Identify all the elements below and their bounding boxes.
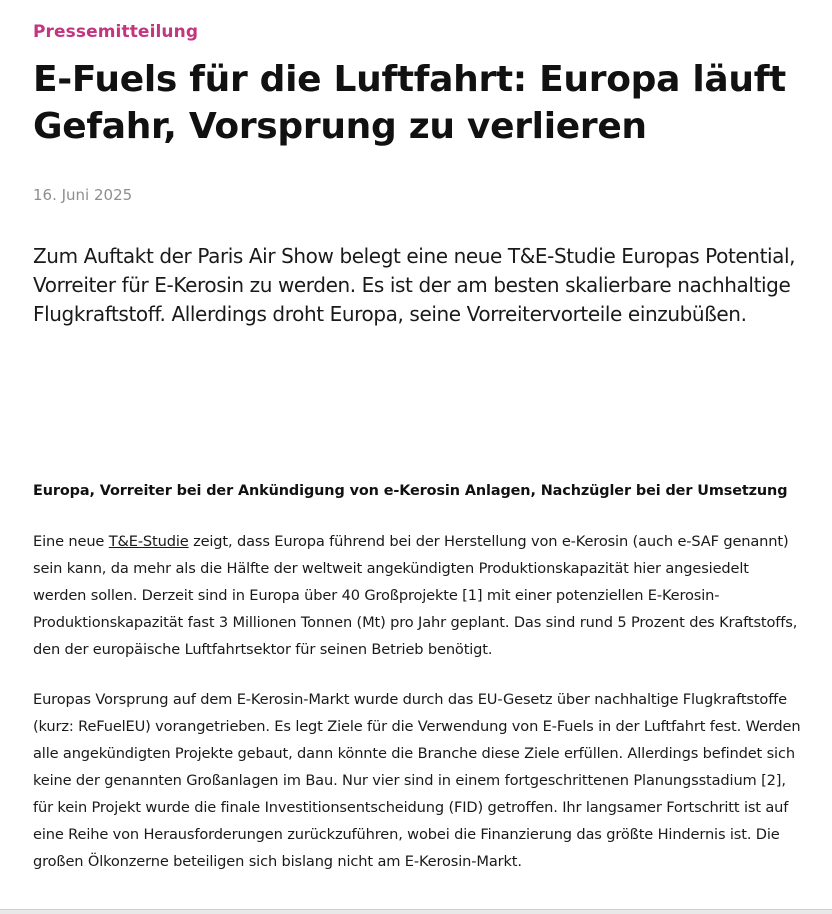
bottom-divider <box>0 909 832 914</box>
section-heading: Europa, Vorreiter bei der Ankündigung von e-Kerosin Anlagen, Nachzügler bei der Umsetzung <box>33 483 788 499</box>
paragraph-text-before-link: Eine neue <box>33 533 109 550</box>
paragraph-text-after-link: zeigt, dass Europa führend bei der Herstellung von e-Kerosin (auch e-SAF genannt) sein kann, da mehr als die Hälfte der weltweit angekündigten Produktionskapazität hier angesiedelt werden sollen. Derzeit sind in Europa über 40 Großprojekte [1] mit einer potenziellen E-Kerosin-Produktionskapazität fast 3 Millionen Tonnen (Mt) pro Jahr geplant. Das sind rund 5 Prozent des Kraftstoffs, den der europäische Luftfahrtsektor für seinen Betrieb benötigt. <box>33 533 798 658</box>
page-title: E-Fuels für die Luftfahrt: Europa läuft Gefahr, Vorsprung zu verlieren <box>33 59 786 147</box>
study-link[interactable]: T&E-Studie <box>108 533 189 550</box>
body-paragraph-1 <box>33 528 803 663</box>
category-label[interactable]: Pressemitteilung <box>33 22 199 42</box>
lead-paragraph: Zum Auftakt der Paris Air Show belegt eine neue T&E-Studie Europas Potential, Vorreiter für E-Kerosin zu werden. Es ist der am besten skalierbare nachhaltige Flugkraftstoff. Allerdings droht Europa, seine Vorreitervorteile einzubüßen. <box>33 244 796 326</box>
body-paragraph-2: Europas Vorsprung auf dem E-Kerosin-Markt wurde durch das EU-Gesetz über nachhaltige Flugkraftstoffe (kurz: ReFuelEU) vorangetrieben. Es legt Ziele für die Verwendung von E-Fuels in der Luftfahrt fest. Werden alle angekündigten Projekte gebaut, dann könnte die Branche diese Ziele erfüllen. Allerdings befindet sich keine der genannten Großanlagen im Bau. Nur vier sind in einem fortgeschrittenen Planungsstadium [2], für kein Projekt wurde die finale Investitionsentscheidung (FID) getroffen. Ihr langsamer Fortschritt ist auf eine Reihe von Herausforderungen zurückzuführen, wobei die Finanzierung das größte Hindernis ist. Die großen Ölkonzerne beteiligen sich bislang nicht am E-Kerosin-Markt. <box>33 691 801 870</box>
publish-date: 16. Juni 2025 <box>33 186 133 204</box>
